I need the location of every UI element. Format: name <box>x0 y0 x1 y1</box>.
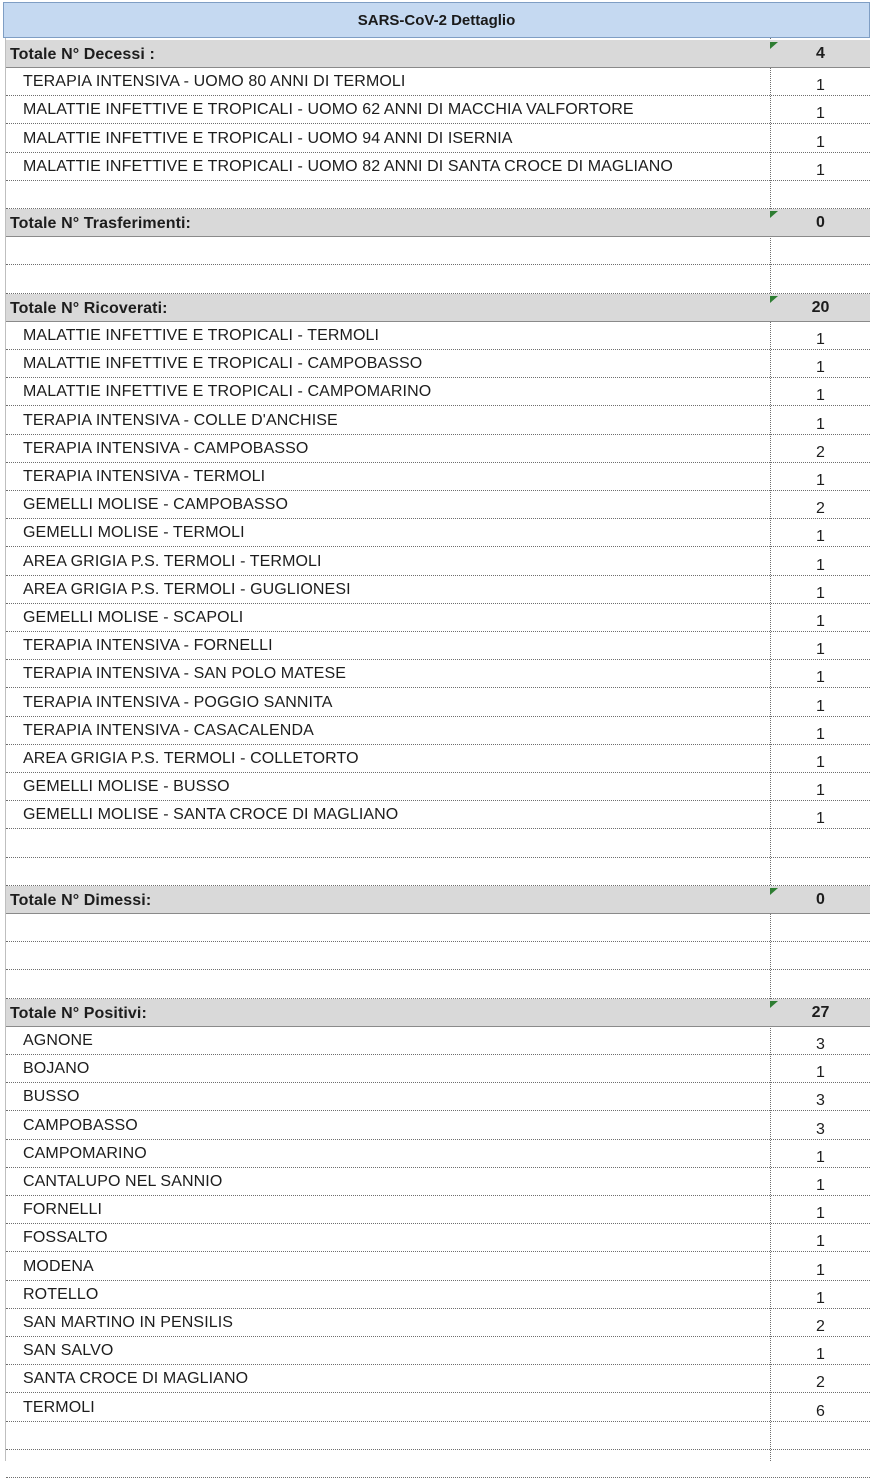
table-row <box>6 689 870 717</box>
empty-row <box>6 830 870 858</box>
table-row <box>6 1281 870 1309</box>
row-label: SANTA CROCE DI MAGLIANO <box>23 1370 249 1387</box>
table-row <box>6 1394 870 1422</box>
table-row <box>6 491 870 519</box>
sheet-title-text: SARS-CoV-2 Dettaglio <box>357 11 516 29</box>
section-total-row <box>6 294 870 322</box>
table-row <box>6 153 870 181</box>
table-row <box>6 96 870 124</box>
row-label: TERAPIA INTENSIVA - FORNELLI <box>23 637 273 654</box>
row-value: 1 <box>816 726 825 743</box>
table-row <box>6 1055 870 1083</box>
table-row <box>6 576 870 604</box>
table-row <box>6 1309 870 1337</box>
table-row <box>6 1027 870 1055</box>
empty-row <box>6 266 870 294</box>
row-label: GEMELLI MOLISE - SCAPOLI <box>23 609 244 626</box>
row-value: 1 <box>816 1205 825 1222</box>
row-value: 3 <box>816 1036 825 1053</box>
row-label: TERAPIA INTENSIVA - TERMOLI <box>23 468 266 485</box>
table-row <box>6 1168 870 1196</box>
row-label: GEMELLI MOLISE - TERMOLI <box>23 524 245 541</box>
row-label: FORNELLI <box>23 1201 103 1218</box>
table-row <box>6 125 870 153</box>
row-label: TERAPIA INTENSIVA - UOMO 80 ANNI DI TERMOLI <box>23 73 406 90</box>
empty-row <box>6 181 870 209</box>
row-value: 3 <box>816 1092 825 1109</box>
row-label: GEMELLI MOLISE - BUSSO <box>23 778 230 795</box>
table-row <box>6 1112 870 1140</box>
row-value: 1 <box>816 698 825 715</box>
row-label: AREA GRIGIA P.S. TERMOLI - COLLETORTO <box>23 750 359 767</box>
row-value: 1 <box>816 1177 825 1194</box>
row-label: MALATTIE INFETTIVE E TROPICALI - TERMOLI <box>23 327 380 344</box>
table-row <box>6 604 870 632</box>
table-row <box>6 660 870 688</box>
table-row <box>6 632 870 660</box>
row-label: SAN SALVO <box>23 1342 114 1359</box>
row-value: 6 <box>816 1403 825 1420</box>
table-row <box>6 548 870 576</box>
table-row <box>6 1253 870 1281</box>
sheet-title <box>3 2 870 38</box>
row-label: MALATTIE INFETTIVE E TROPICALI - UOMO 62 ANNI DI MACCHIA VALFORTORE <box>23 101 634 118</box>
row-label: BOJANO <box>23 1060 90 1077</box>
row-label: MALATTIE INFETTIVE E TROPICALI - CAMPOMARINO <box>23 383 432 400</box>
row-value: 1 <box>816 782 825 799</box>
empty-row <box>6 971 870 999</box>
section-total-value: 20 <box>811 299 830 316</box>
row-label: TERMOLI <box>23 1399 95 1416</box>
table-row <box>6 435 870 463</box>
row-value: 1 <box>816 528 825 545</box>
row-value: 1 <box>816 77 825 94</box>
table-row <box>6 801 870 829</box>
row-value: 1 <box>816 387 825 404</box>
row-label: MALATTIE INFETTIVE E TROPICALI - UOMO 82 ANNI DI SANTA CROCE DI MAGLIANO <box>23 158 673 175</box>
section-total-label: Totale N° Trasferimenti: <box>10 215 191 232</box>
row-label: AGNONE <box>23 1032 93 1049</box>
row-label: ROTELLO <box>23 1286 99 1303</box>
table-row <box>6 519 870 547</box>
row-value: 1 <box>816 810 825 827</box>
row-value: 2 <box>816 1374 825 1391</box>
section-total-value: 0 <box>816 214 825 231</box>
row-label: TERAPIA INTENSIVA - CASACALENDA <box>23 722 314 739</box>
section-total-value: 0 <box>816 891 825 908</box>
row-label: BUSSO <box>23 1088 80 1105</box>
row-label: SAN MARTINO IN PENSILIS <box>23 1314 234 1331</box>
empty-row <box>6 237 870 265</box>
row-label: TERAPIA INTENSIVA - SAN POLO MATESE <box>23 665 346 682</box>
section-total-label: Totale N° Decessi : <box>10 46 155 63</box>
row-value: 3 <box>816 1121 825 1138</box>
table-row <box>6 1337 870 1365</box>
row-label: CAMPOBASSO <box>23 1117 138 1134</box>
row-value: 2 <box>816 444 825 461</box>
row-value: 1 <box>816 105 825 122</box>
table-row <box>6 773 870 801</box>
section-total-value: 27 <box>811 1004 830 1021</box>
table-row <box>6 322 870 350</box>
section-total-label: Totale N° Dimessi: <box>10 892 152 909</box>
row-value: 1 <box>816 134 825 151</box>
row-value: 1 <box>816 472 825 489</box>
row-value: 1 <box>816 331 825 348</box>
empty-row <box>6 1450 870 1478</box>
table-row <box>6 1365 870 1393</box>
table-row <box>6 1083 870 1111</box>
table-row <box>6 407 870 435</box>
row-value: 1 <box>816 557 825 574</box>
row-label: MALATTIE INFETTIVE E TROPICALI - CAMPOBASSO <box>23 355 423 372</box>
empty-row <box>6 858 870 886</box>
table-row <box>6 68 870 96</box>
row-label: CAMPOMARINO <box>23 1145 147 1162</box>
row-value: 1 <box>816 162 825 179</box>
empty-row <box>6 914 870 942</box>
row-value: 1 <box>816 1290 825 1307</box>
table-row <box>6 1224 870 1252</box>
section-total-row <box>6 209 870 237</box>
row-label: AREA GRIGIA P.S. TERMOLI - TERMOLI <box>23 553 322 570</box>
row-value: 1 <box>816 613 825 630</box>
row-label: TERAPIA INTENSIVA - CAMPOBASSO <box>23 440 309 457</box>
empty-row <box>6 1422 870 1450</box>
row-label: AREA GRIGIA P.S. TERMOLI - GUGLIONESI <box>23 581 351 598</box>
table-row <box>6 745 870 773</box>
row-value: 1 <box>816 416 825 433</box>
row-value: 1 <box>816 754 825 771</box>
table-row <box>6 1196 870 1224</box>
section-total-row <box>6 999 870 1027</box>
section-total-label: Totale N° Ricoverati: <box>10 300 168 317</box>
section-total-row <box>6 40 870 68</box>
row-value: 1 <box>816 359 825 376</box>
row-label: MALATTIE INFETTIVE E TROPICALI - UOMO 94 ANNI DI ISERNIA <box>23 130 513 147</box>
row-label: FOSSALTO <box>23 1229 108 1246</box>
table-row <box>6 350 870 378</box>
row-value: 1 <box>816 669 825 686</box>
table-row <box>6 1140 870 1168</box>
row-value: 2 <box>816 1318 825 1335</box>
table-row <box>6 463 870 491</box>
section-total-value: 4 <box>816 45 825 62</box>
row-label: GEMELLI MOLISE - CAMPOBASSO <box>23 496 288 513</box>
row-label: TERAPIA INTENSIVA - COLLE D'ANCHISE <box>23 412 338 429</box>
row-label: MODENA <box>23 1258 94 1275</box>
section-total-row <box>6 886 870 914</box>
row-value: 1 <box>816 641 825 658</box>
table-row <box>6 378 870 406</box>
row-value: 1 <box>816 1233 825 1250</box>
row-value: 1 <box>816 1064 825 1081</box>
row-label: TERAPIA INTENSIVA - POGGIO SANNITA <box>23 694 333 711</box>
row-label: CANTALUPO NEL SANNIO <box>23 1173 223 1190</box>
table-row <box>6 717 870 745</box>
row-value: 2 <box>816 500 825 517</box>
row-value: 1 <box>816 1262 825 1279</box>
empty-row <box>6 942 870 970</box>
row-value: 1 <box>816 1346 825 1363</box>
row-label: GEMELLI MOLISE - SANTA CROCE DI MAGLIANO <box>23 806 399 823</box>
row-value: 1 <box>816 585 825 602</box>
section-total-label: Totale N° Positivi: <box>10 1005 147 1022</box>
row-value: 1 <box>816 1149 825 1166</box>
